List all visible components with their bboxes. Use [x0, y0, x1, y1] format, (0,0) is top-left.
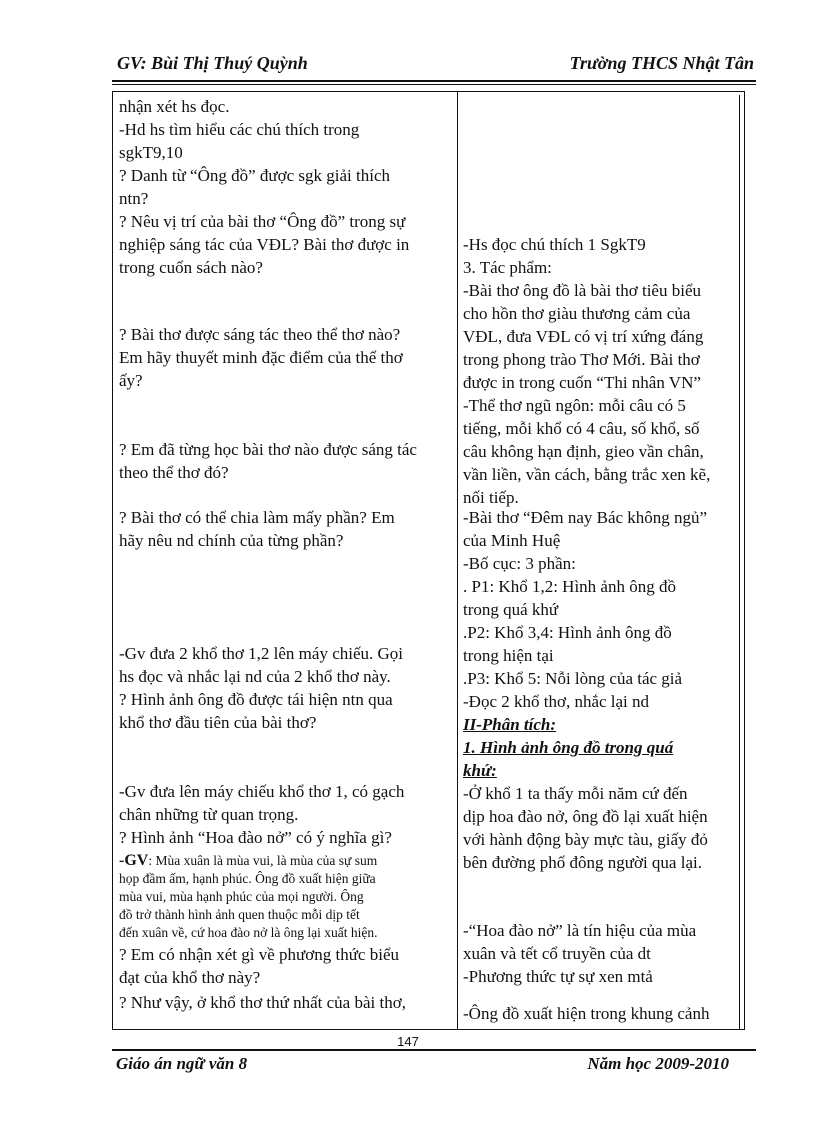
left-line: nhận xét hs đọc. — [119, 97, 230, 116]
left-line: ? Bài thơ được sáng tác theo thể thơ nào? — [119, 325, 401, 344]
right-line: . P1: Khổ 1,2: Hình ảnh ông đồ — [463, 577, 676, 596]
page-footer-right: Năm học 2009-2010 — [587, 1054, 729, 1073]
gv-note-line: họp đầm ấm, hạnh phúc. Ông đồ xuất hiện giữa — [119, 871, 376, 886]
left-line: ? Hình ảnh ông đồ được tái hiện ntn qua — [119, 690, 393, 709]
left-line: ? Danh từ “Ông đồ” được sgk giải thích — [119, 166, 391, 185]
left-line: theo thể thơ đó? — [119, 463, 229, 482]
left-line: ? Hình ảnh “Hoa đào nở” có ý nghĩa gì? — [119, 828, 392, 847]
right-column-inner-border — [739, 95, 740, 1029]
gv-note-label: -GV — [119, 852, 149, 869]
subsection-heading-cont: khứ: — [463, 761, 497, 780]
right-line: với hành động bày mực tàu, giấy đỏ — [463, 830, 708, 849]
gv-note-line: mùa vui, mùa hạnh phúc của mọi người. Ông — [119, 889, 364, 904]
right-line: -Bài thơ “Đêm nay Bác không ngủ” — [463, 508, 708, 527]
left-line: ? Như vậy, ở khổ thơ thứ nhất của bài thơ, — [119, 993, 406, 1012]
left-line: -Hd hs tìm hiểu các chú thích trong — [119, 120, 360, 139]
right-line: -Bài thơ ông đồ là bài thơ tiêu biểu — [463, 281, 701, 300]
right-line: của Minh Huệ — [463, 531, 561, 550]
column-divider — [457, 92, 458, 1029]
left-line: hãy nêu nd chính của từng phần? — [119, 531, 344, 550]
left-line: khổ thơ đầu tiên của bài thơ? — [119, 713, 317, 732]
gv-note-text: : Mùa xuân là mùa vui, là mùa của sự sum — [148, 853, 378, 868]
right-line: bên đường phố đông người qua lại. — [463, 853, 702, 872]
left-line: hs đọc và nhắc lại nd của 2 khổ thơ này. — [119, 667, 391, 686]
page-header-right: Trường THCS Nhật Tân — [569, 53, 754, 73]
left-line: ntn? — [119, 189, 149, 208]
page-header-left: GV: Bùi Thị Thuý Quỳnh — [117, 53, 308, 73]
right-line: tiếng, mỗi khổ có 4 câu, số khổ, số — [463, 419, 700, 438]
right-line: nối tiếp. — [463, 488, 519, 507]
left-line: ấy? — [119, 371, 143, 390]
footer-rule — [112, 1049, 756, 1051]
left-line: -Gv đưa 2 khổ thơ 1,2 lên máy chiếu. Gọi — [119, 644, 404, 663]
left-line: Em hãy thuyết minh đặc điểm của thể thơ — [119, 348, 403, 367]
left-line: ? Em có nhận xét gì về phương thức biểu — [119, 945, 399, 964]
left-line: chân những từ quan trọng. — [119, 805, 299, 824]
right-line: -Hs đọc chú thích 1 SgkT9 — [463, 235, 646, 254]
right-line: trong phong trào Thơ Mới. Bài thơ — [463, 350, 700, 369]
left-line: sgkT9,10 — [119, 143, 183, 162]
left-line: ? Bài thơ có thể chia làm mấy phần? Em — [119, 508, 395, 527]
right-line: trong hiện tại — [463, 646, 554, 665]
right-line: dịp hoa đào nở, ông đồ lại xuất hiện — [463, 807, 708, 826]
right-line: vần liền, vần cách, bằng trắc xen kẽ, — [463, 465, 711, 484]
right-line: 3. Tác phẩm: — [463, 258, 552, 277]
right-line: xuân và tết cổ truyền của dt — [463, 944, 651, 963]
lesson-table — [112, 91, 745, 1030]
right-line: -Bố cục: 3 phần: — [463, 554, 576, 573]
page-footer-left: Giáo án ngữ văn 8 — [116, 1054, 248, 1073]
left-line: trong cuốn sách nào? — [119, 258, 263, 277]
left-line: đạt của khổ thơ này? — [119, 968, 261, 987]
page-number: 147 — [397, 1034, 419, 1049]
left-line: nghiệp sáng tác của VĐL? Bài thơ được in — [119, 235, 410, 254]
right-line: -Phương thức tự sự xen mtả — [463, 967, 653, 986]
right-line: .P2: Khổ 3,4: Hình ảnh ông đồ — [463, 623, 672, 642]
section-heading: II-Phân tích: — [463, 715, 557, 734]
left-line: ? Em đã từng học bài thơ nào được sáng tác — [119, 440, 417, 459]
gv-note-line: đồ trở thành hình ảnh quen thuộc mỗi dịp tết — [119, 907, 360, 922]
right-line: -“Hoa đào nở” là tín hiệu của mùa — [463, 921, 697, 940]
header-rule-thick — [112, 80, 756, 82]
gv-note-line: đến xuân về, cứ hoa đào nở là ông lại xuất hiện. — [119, 925, 378, 940]
gv-note-line — [119, 852, 377, 869]
right-line: câu không hạn định, gieo vần chân, — [463, 442, 704, 461]
left-line: ? Nêu vị trí của bài thơ “Ông đồ” trong sự — [119, 212, 406, 231]
right-line: VĐL, đưa VĐL có vị trí xứng đáng — [463, 327, 704, 346]
left-line: -Gv đưa lên máy chiếu khổ thơ 1, có gạch — [119, 782, 405, 801]
right-line: -Đọc 2 khổ thơ, nhắc lại nd — [463, 692, 650, 711]
right-line: được in trong cuốn “Thi nhân VN” — [463, 373, 701, 392]
right-line: .P3: Khổ 5: Nỗi lòng của tác giả — [463, 669, 683, 688]
header-rule-thin — [112, 84, 756, 85]
subsection-heading: 1. Hình ảnh ông đồ trong quá — [463, 738, 674, 757]
right-line: -Ở khổ 1 ta thấy mỗi năm cứ đến — [463, 784, 688, 803]
right-line: -Thể thơ ngũ ngôn: mỗi câu có 5 — [463, 396, 686, 415]
right-line: cho hồn thơ giàu thương cảm của — [463, 304, 691, 323]
right-line: trong quá khứ — [463, 600, 559, 619]
right-line: -Ông đồ xuất hiện trong khung cảnh — [463, 1004, 710, 1023]
